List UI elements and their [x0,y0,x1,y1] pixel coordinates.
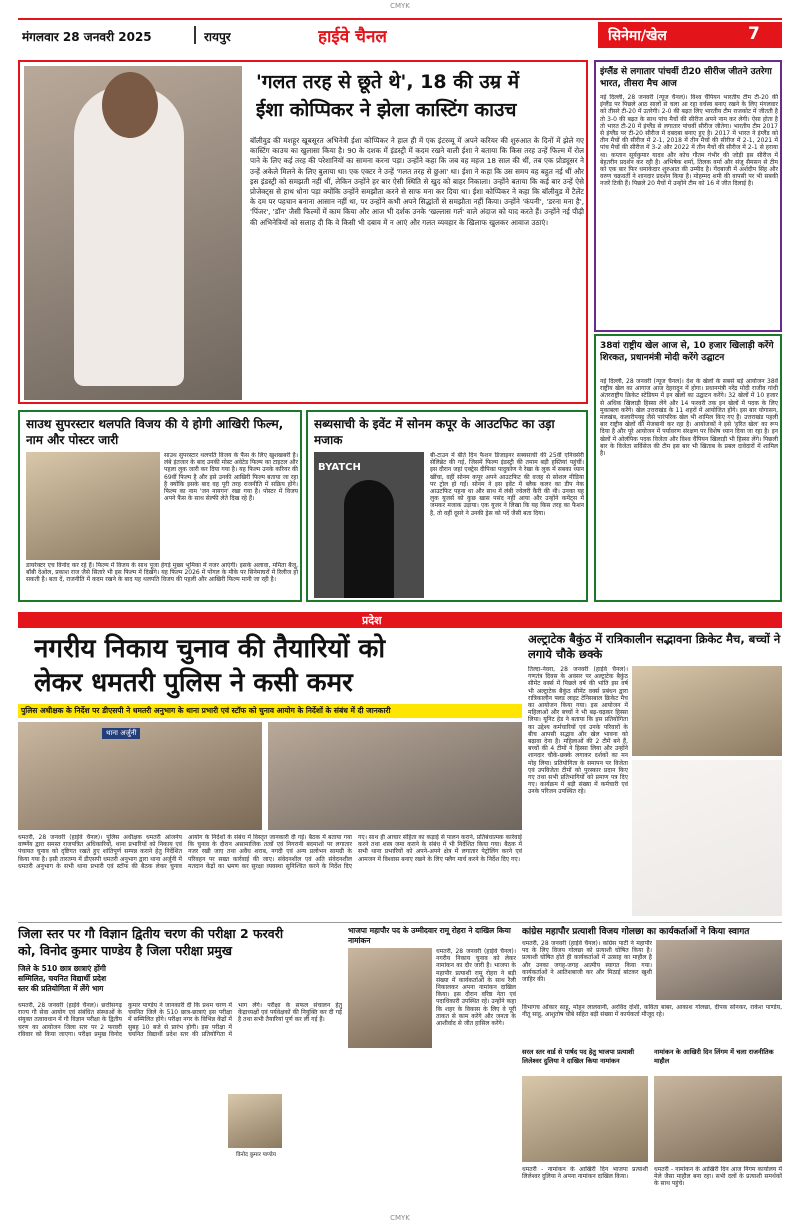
isha-photo-head [102,72,158,138]
sarv-photo [522,1076,648,1162]
vigyan-photo [228,1094,282,1148]
nikay-photo-sign: थाना अर्जुनी [102,728,140,739]
cmyk-marks-top [370,2,430,12]
vijay-headline: साउथ सुपरस्टार थलपति विजय की ये होगी आखिरी फिल्म, नाम और पोस्टर जारी [26,417,284,447]
header-date: मंगलवार 28 जनवरी 2025 [22,30,152,44]
congress-photo [656,940,782,1000]
vigyan-body: धमतरी, 28 जनवरी (हाईवे चैनल)। छत्तीसगढ़ राज्य गौ सेवा आयोग एवं संबंधित संस्थाओं के संयुक्त तत्वावधान में गौ विज्ञान परीक्षा के द्वितीय चरण का आयोजन जिला स्तर पर 2 फरवरी रविवार को किया जाएगा। परीक्षा प्रमुख विनोद कुमार पाण्डेय ने जानकारी दी कि प्रथम चरण में चयनित जिले के 510 छात्र-छात्राएं इस परीक्षा में सम्मिलित होंगे। परीक्षा नगर के विभिन्न केंद्रों में सुबह 10 बजे से प्रारंभ होगी। इस परीक्षा में चयनित विद्यार्थी प्रदेश स्तर की प्रतियोगिता में भाग लेंगे। परीक्षा के सफल संचालन हेतु केंद्राध्यक्षों एवं पर्यवेक्षकों की नियुक्ति कर दी गई है तथा सभी तैयारियां पूर्ण कर ली गई हैं। [18,1002,342,1038]
header-page-number: 7 [748,24,760,44]
altratech-photo-2 [632,760,782,916]
header-divider [194,26,196,44]
sonam-body: बी-टाउन में बीते दिन फैशन डिजाइनर सब्यसाची की 25वीं एनिवर्सरी सेलिब्रेट की गई, जिसमें फिल्म इंडस्ट्री की तमाम बड़ी हस्तियां पहुंचीं। इस दौरान जहां एक्ट्रेस दीपिका पादुकोण ने रेखा के लुक में सबका ध्यान खींचा, वहीं सोनम कपूर अपने आउटफिट की वजह से सोशल मीडिया पर ट्रोल हो गईं। सोनम ने इस इवेंट में ब्लैक कलर का डीप नेक आउटफिट पहना था और साथ में लंबी ज्वेलरी कैरी की थी। उनका यह लुक यूजर्स को कुछ खास पसंद नहीं आया और उन्होंने कमेंट्स में जमकर मजाक उड़ाया। एक यूजर ने लिखा कि यह किस तरह का फैशन है, तो वहीं दूसरे ने उनकी ड्रेस को पर्दे जैसी बता दिया। [430,452,584,517]
congress-photo-caption: विभागच ओंकार साहू, मोहन लालवानी, अरविंद दोशी, कविता बाबर, आकाश गोलछा, दीपक सोनकर, राकेश पाण्डेय, नीतू साहू, आशुतोष चौबे सहित बड़ी संख्या में कार्यकर्ता मौजूद रहे। [522,1004,782,1019]
sonam-photo [314,452,424,598]
vigyan-headline-2: को, विनोद कुमार पाण्डेय है जिला परीक्षा प्रमुख [18,943,233,958]
header-city: रायपुर [204,30,231,44]
altratech-photo [632,666,782,756]
nikay-photo-2 [268,722,522,830]
story-national-games [594,334,782,602]
divider-line [18,922,782,923]
section-label: प्रदेश [362,614,382,627]
story-sarv [522,1048,648,1210]
header-brand: हाईवे चैनल [318,27,387,47]
khel-headline: 38वां राष्ट्रीय खेल आज से, 10 हजार खिलाड़ी करेंगे शिरकत, प्रधानमंत्री मोदी करेंगे उद्घाटन [600,341,774,363]
khel-body: नई दिल्ली, 28 जनवरी (न्यूज चैनल)। देश के खेलों के सबसे बड़े आयोजन 38वें राष्ट्रीय खेल का आगाज आज देहरादून में होगा। प्रधानमंत्री नरेंद्र मोदी राजीव गांधी अंतरराष्ट्रीय क्रिकेट स्टेडियम में इन खेलों का उद्घाटन करेंगे। 32 खेलों में 10 हजार से अधिक खिलाड़ी हिस्सा लेंगे और 14 फरवरी तक इन खेलों में पदक के लिए मुकाबला करेंगे। खेल उत्तराखंड के 11 शहरों में आयोजित होंगे। इस बार योगासन, मलखंब, कलारीपयट्टू जैसे पारंपरिक खेल भी शामिल किए गए हैं। उत्तराखंड पहली बार राष्ट्रीय खेलों की मेजबानी कर रहा है। आयोजकों ने इसे 'हरित खेल' का रूप दिया है और पूरे आयोजन में पर्यावरण संरक्षण पर विशेष ध्यान दिया जा रहा है। इन खेलों में ओलंपिक पदक विजेता और विश्व चैंपियन खिलाड़ी भी हिस्सा लेंगे। पिछली बार के विजेता सर्विसेज की टीम इस बार भी खिताब के प्रबल दावेदारों में शामिल है। [600,378,778,458]
story-gau-vigyan [18,926,342,1210]
page-header [18,18,782,50]
isha-headline-2: ईशा कोप्पिकर ने झेला कास्टिंग काउच [256,99,517,121]
story-vijay [18,410,302,602]
cricket-headline: इंग्लैंड से लगातार पांचवीं टी20 सीरीज जीतने उतरेगा भारत, तीसरा मैच आज [600,67,772,89]
cmyk-text-bottom: CMYK [390,1214,410,1222]
story-sonam [306,410,588,602]
story-namankan [654,1048,782,1210]
nikay-photo-1 [18,722,262,830]
story-congress [522,926,782,1044]
header-section: सिनेमा/खेल [608,28,667,44]
vigyan-headline-1: जिला स्तर पर गौ विज्ञान द्वितीय चरण की परीक्षा 2 फरवरी [18,926,284,941]
section-bar [18,612,782,628]
header-section-box [598,22,782,48]
altratech-headline: अल्ट्राटेक बैकुंठ में रात्रिकालीन सद्भावना क्रिकेट मैच, बच्चों ने लगाये चौके छक्के [528,632,781,661]
story-altratech [528,632,782,918]
nikay-headline-2: लेकर धमतरी पुलिस ने कसी कमर [34,668,353,698]
vijay-body: साउथ सुपरस्टार थलपति विजय के फैंस के लिए खुशखबरी है। लंबे इंतजार के बाद उनकी मोस्ट अवेटेड फिल्म का टाइटल और पहला लुक जारी कर दिया गया है। यह फिल्म उनके करियर की 69वीं फिल्म है और इसे उनकी आखिरी फिल्म बताया जा रहा है क्योंकि इसके बाद वह पूरी तरह राजनीति में सक्रिय होंगे। फिल्म का नाम 'जन नायगन' रखा गया है। पोस्टर में विजय अपने फैंस के साथ सेल्फी लेते दिख रहे हैं। [164,452,298,503]
cricket-body: नई दिल्ली, 28 जनवरी (न्यूज चैनल)। विश्व चैंपियन भारतीय टीम टी-20 की इंग्लैंड पर पिछले आठ सालों से चला आ रहा वर्चस्व बनाए रखने के लिए मंगलवार को तीसरे टी-20 में उतरेगी। 2-0 की बढ़त लिए भारतीय टीम राजकोट में जीतती है तो 3-0 की बढ़त के साथ पांच मैचों की सीरीज अपने नाम कर लेगी। ऐसा होता है तो भारत टी-20 में इंग्लैंड से लगातार पांचवीं सीरीज जीतेगा। भारतीय टीम 2017 से इंग्लैंड पर टी-20 सीरीज में दबदबा बनाए हुए है। 2017 में भारत ने इंग्लैंड को तीन मैचों की सीरीज में 2-1, 2018 में तीन मैचों की सीरीज में 2-1, 2021 में पांच मैचों की सीरीज में 3-2 और 2022 में तीन मैचों की सीरीज में 2-1 से हराया था। कप्तान सूर्यकुमार यादव और कोच गौतम गंभीर की जोड़ी इस सीरीज में बेहतरीन प्रदर्शन कर रही है। अभिषेक शर्मा, तिलक वर्मा और संजू सैमसन से टीम को एक बार फिर धमाकेदार शुरुआत की उम्मीद है। गेंदबाजी में अर्शदीप सिंह और वरुण चक्रवर्ती ने शानदार प्रदर्शन किया है। मोहम्मद शमी की वापसी पर भी सबकी नजरें टिकी हैं। पिछले 20 मैचों में उन्होंने टीम को 16 में जीत दिलाई है। [600,94,778,188]
sarv-headline: सरल स्तर वार्ड से पार्षद पद हेतु भाजपा प्रत्याशी लिलेश्वर दुलिया ने दाखिल किया नामांकन [522,1048,635,1065]
namankan-body: धमतरी - नामांकन के आखिरी दिन आज निगम कार्यालय में मेले जैसा माहौल बना रहा। सभी दलों के प्रत्याशी समर्थकों के साथ पहुंचे। [654,1166,782,1188]
sonam-headline: सब्यसाची के इवेंट में सोनम कपूर के आउटफिट का उड़ा मजाक [314,417,555,447]
congress-headline: कांग्रेस महापौर प्रत्याशी विजय गोलछा का कार्यकर्ताओं ने किया स्वागत [522,927,750,937]
isha-photo [24,66,242,400]
vijay-body-2: डायरेक्टर एच विनोद कर रहे हैं। फिल्म में विजय के साथ पूजा हेगड़े मुख्य भूमिका में नजर आएंगी। इसके अलावा, ममिता बैजू, बॉबी देओल, प्रकाश राज जैसे सितारे भी इस फिल्म में दिखेंगे। यह फिल्म 2026 में पोंगल के मौके पर सिनेमाघरों में रिलीज हो सकती है। बता दें, राजनीति में कदम रखने के बाद यह थलपति विजय की पहली और आखिरी फिल्म मानी जा रही है। [26,562,298,584]
bhajapa-photo [348,948,432,1048]
vigyan-photo-caption: विनोद कुमार पाण्डेय [236,1152,276,1158]
isha-body: बॉलीवुड की मशहूर खूबसूरत अभिनेत्री ईशा कोप्पिकर ने हाल ही में एक इंटरव्यू में अपने करियर की शुरुआत के दिनों में झेले गए कास्टिंग काउच का खुलासा किया है। 90 के दशक में इंडस्ट्री में कदम रखने वाली ईशा ने बताया कि किस तरह उन्हें फिल्म में रोल पाने के लिए कई तरह की परेशानियों का सामना करना पड़ा। उन्होंने कहा कि जब वह महज 18 साल की थीं, तब एक प्रोड्यूसर ने उन्हें अकेले मिलने के लिए बुलाया था। एक एक्टर ने उन्हें 'गलत तरह से छुआ' था। ईशा ने कहा कि उस समय वह बहुत नई थीं और इस इंडस्ट्री को समझती नहीं थीं, लेकिन उन्होंने हर बार ऐसी स्थिति से खुद को बाहर निकाला। उन्होंने बताया कि कई बार उन्हें ऐसे प्रोजेक्ट्स से हाथ धोना पड़ा क्योंकि उन्होंने समझौता करने से साफ मना कर दिया था। ईशा कोप्पिकर ने कहा कि बॉलीवुड में टैलेंट के दम पर पहचान बनाना आसान नहीं था, पर उन्होंने कभी अपने सिद्धांतों से समझौता नहीं किया। उन्होंने 'कंपनी', 'डरना मना है', 'पिंजर', 'डॉन' जैसी फिल्मों में काम किया और आज भी दर्शक उनके 'खल्लास गर्ल' वाले अंदाज को याद करते हैं। उन्होंने नई पीढ़ी की अभिनेत्रियों को सलाह दी कि वे किसी भी दबाव में न आएं और गलत व्यवहार के खिलाफ खुलकर आवाज उठाएं। [250,136,584,227]
cmyk-text: CMYK [390,2,410,10]
sonam-photo-figure [344,480,394,598]
bhajapa-body: धमतरी, 28 जनवरी (हाईवे चैनल)। नगरीय निकाय चुनाव को लेकर नामांकन का दौर जारी है। भाजपा के महापौर प्रत्याशी रामू रोहरा ने बड़ी संख्या में कार्यकर्ताओं के साथ रैली निकालकर अपना नामांकन दाखिल किया। इस दौरान वरिष्ठ नेता एवं पदाधिकारी उपस्थित रहे। उन्होंने कहा कि शहर के विकास के लिए वे पूरी ताकत से काम करेंगे और जनता के आशीर्वाद से जीत हासिल करेंगे। [436,948,516,1028]
story-nikay [18,632,522,918]
nikay-body: धमतरी, 28 जनवरी (हाईवे चैनल)। पुलिस अधीक्षक धमतरी आंजनेय वार्ष्णेय द्वारा समस्त राजपत्रित अधिकारियों, थाना प्रभारियों को निकाय एवं पंचायत चुनाव को दृष्टिगत रखते हुए शांतिपूर्ण सम्पन्न कराने हेतु निर्देशित किया गया है। इसी तारतम्य में डीएसपी धमतरी अनुभाग द्वारा थाना अर्जुनी में धमतरी अनुभाग के सभी थाना प्रभारी एवं स्टॉफ की बैठक लेकर चुनाव आयोग के निर्देशों के संबंध में विस्तृत जानकारी दी गई। बैठक में बताया गया कि चुनाव के दौरान असामाजिक तत्वों एवं निगरानी बदमाशों पर लगातार नजर रखी जाए तथा अवैध शराब, नगदी एवं अन्य प्रलोभन सामग्री के परिवहन पर सख्त कार्रवाई की जाए। संवेदनशील एवं अति संवेदनशील मतदान केंद्रों का भ्रमण कर सुरक्षा व्यवस्था सुनिश्चित करने के निर्देश दिए गए। साथ ही आचार संहिता का कड़ाई से पालन कराने, प्रतिबंधात्मक कार्रवाई करने तथा शस्त्र जमा कराने के संबंध में भी निर्देशित किया गया। बैठक में सभी थाना प्रभारियों को अपने-अपने क्षेत्र में लगातार पेट्रोलिंग करने एवं आमजन में विश्वास बनाए रखने के लिए फ्लैग मार्च करने के निर्देश दिए गए। [18,834,522,870]
vigyan-subhead: जिले के 510 छात्र छात्राएं होंगी सम्मिलित, चयनित विद्यार्थी प्रदेश स्तर की प्रतियोगिता में लेंगे भाग [18,964,107,993]
sonam-photo-label: BYATCH [318,462,361,473]
nikay-headline-1: नगरीय निकाय चुनाव की तैयारियों को [34,634,386,664]
story-cricket [594,60,782,332]
sarv-body: धमतरी - नामांकन के आखिरी दिन भाजपा प्रत्याशी लिलेश्वर दुलिया ने अपना नामांकन दाखिल किया। [522,1166,648,1181]
nikay-strap: पुलिस अधीक्षक के निर्देश पर डीएसपी ने धमतरी अनुभाग के थाना प्रभारी एवं स्टॉफ को चुनाव आयोग के निर्देशों के संबंध में दी जानकारी [18,704,522,718]
cmyk-marks-bottom [370,1214,430,1224]
namankan-headline: नामांकन के आखिरी दिन लिंगम में चला राजनीतिक माहौल [654,1048,774,1065]
story-isha-koppikar [18,60,588,404]
congress-body: धमतरी, 28 जनवरी (हाईवे चैनल)। कांग्रेस पार्टी ने महापौर पद के लिए विजय गोलछा को प्रत्याशी घोषित किया है। प्रत्याशी घोषित होते ही कार्यकर्ताओं में उत्साह का माहौल है और उनका जगह-जगह आत्मीय स्वागत किया गया। कार्यकर्ताओं ने आतिशबाजी कर और मिठाई बांटकर खुशी जाहिर की। [522,940,652,984]
story-bhajapa [348,926,516,1210]
altratech-body: तिल्दा-नेवरा, 28 जनवरी (हाईवे चैनल)। गणतंत्र दिवस के अवसर पर अल्ट्राटेक बैकुंठ सीमेंट वर्क्स में पिछले वर्ष की भांति इस वर्ष भी अल्ट्राटेक बैकुंठ सीमेंट वर्क्स प्रबंधन द्वारा रात्रिकालीन फ्लड लाइट टेनिसबाल क्रिकेट मैच का आयोजन किया गया। इस आयोजन में महिलाओं और बच्चों ने भी बढ़-चढ़कर हिस्सा लिया। यूनिट हेड ने बताया कि इस प्रतियोगिता का उद्देश्य कर्मचारियों एवं उनके परिवारों के बीच आपसी सद्भाव और खेल भावना को बढ़ावा देना है। महिलाओं की 2 टीमें बने हैं, बच्चों की 4 टीमों ने हिस्सा लिया और उन्होंने शानदार चौके-छक्के लगाकर दर्शकों का मन मोह लिया। प्रतियोगिता के समापन पर विजेता एवं उपविजेता टीमों को पुरस्कार प्रदान किए गए तथा सभी प्रतिभागियों को प्रमाण पत्र दिए गए। कार्यक्रम में बड़ी संख्या में कर्मचारी एवं उनके परिजन उपस्थित रहे। [528,666,628,796]
vijay-photo [26,452,160,560]
isha-headline-1: 'गलत तरह से छूते थे', 18 की उम्र में [256,71,520,93]
bhajapa-headline: भाजपा महापौर पद के उम्मीदवार रामू रोहरा ने दाखिल किया नामांकन [348,926,511,945]
namankan-photo [654,1076,782,1162]
